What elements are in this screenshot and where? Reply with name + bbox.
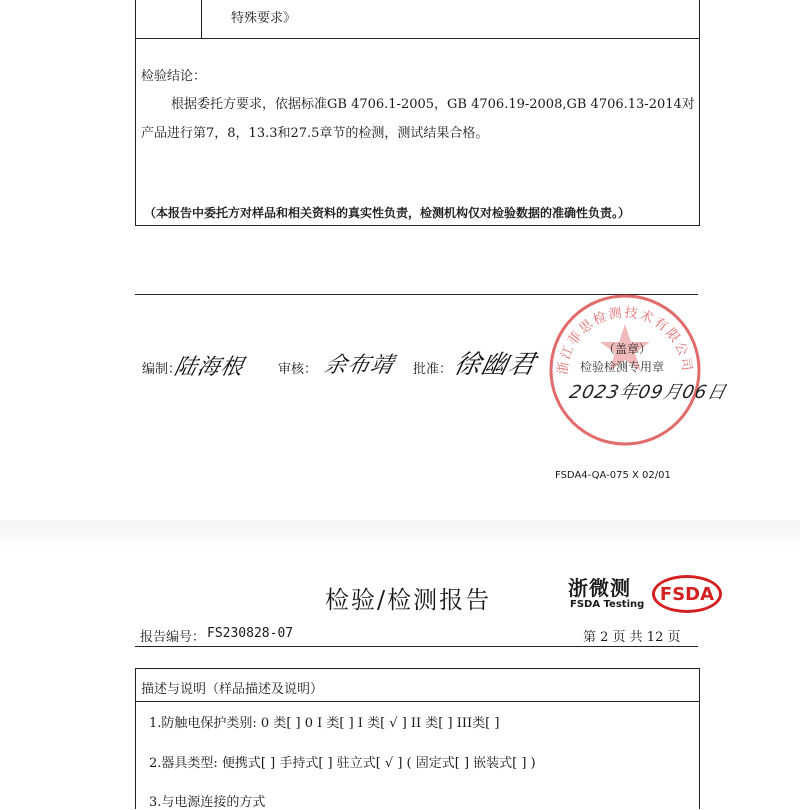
column-divider [201,0,202,38]
report-number: FS230828-07 [207,626,294,641]
fsda-logo-badge [652,575,722,613]
seal-stamp-label: （盖章） [603,342,652,356]
previous-row-text: 特殊要求》 [231,11,297,26]
approve-label: 批准： [413,362,453,377]
row-divider [136,38,699,39]
compile-label: 编制： [142,362,182,377]
report-number-label: 报告编号： [140,630,206,645]
conclusion-heading: 检验结论： [141,69,207,84]
compile-signature: 陆海根 [171,355,247,380]
approve-signature: 徐幽君 [451,350,539,380]
review-label: 审核： [278,362,318,377]
section-title: 描述与说明（样品描述及说明） [141,682,324,697]
description-table [135,668,700,809]
logo-english: FSDA Testing [570,599,645,610]
header-divider [135,646,698,647]
row-divider [136,701,699,702]
disclaimer: （本报告中委托方对样品和相关资料的真实性负责，检测机构仅对检验数据的准确性负责。） [144,206,631,220]
report-page-2 [0,550,800,810]
fsda-logo-text: FSDA [659,583,715,605]
form-code: FSDA4-QA-075 X 02/01 [555,470,671,481]
protection-class-item: 1.防触电保护类别: 0 类[ ] 0 I 类[ ] I 类[ √ ] II 类[ ] III类[ ] [149,716,500,731]
seal-stamp-name: 检验检测专用章 [580,360,665,374]
page-indicator: 第 2 页 共 12 页 [583,630,681,645]
conclusion-line-1: 根据委托方要求，依据标准GB 4706.1-2005，GB 4706.19-2008,GB 4706.13-2014对 [171,97,695,112]
seal-ring-text: 浙江菲思检测技术有限公司 [555,305,695,376]
power-connection-item: 3.与电源连接的方式 [149,795,266,810]
logo-chinese: 浙微测 [568,576,631,600]
report-title: 检验/检测报告 [325,586,492,614]
conclusion-table [135,0,700,226]
seal-date: 2023年09月06日 [567,382,729,403]
conclusion-line-2: 产品进行第7，8，13.3和27.5章节的检测，测试结果合格。 [141,126,489,141]
appliance-type-item: 2.器具类型: 便携式[ ] 手持式[ ] 驻立式[ √ ] ( 固定式[ ] 嵌装式[ ] ) [149,756,536,771]
review-signature: 余布靖 [321,353,397,378]
page-gap [0,520,800,550]
